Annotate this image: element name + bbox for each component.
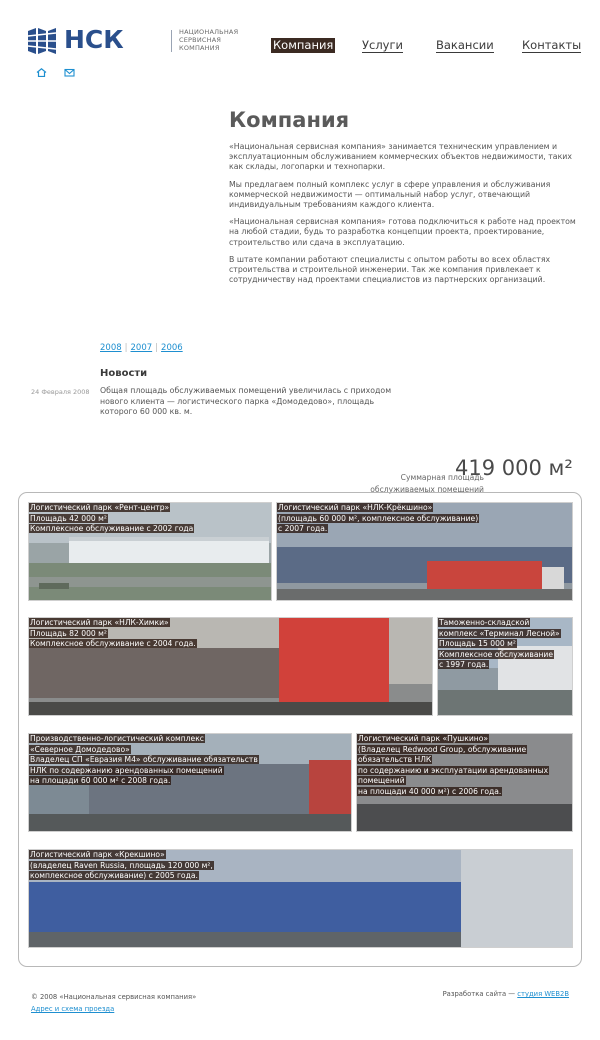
year-link-2007[interactable]: 2007 <box>130 343 153 353</box>
nav-item-company[interactable]: Компания <box>273 38 334 52</box>
object-tile-krekshino[interactable] <box>28 849 573 948</box>
object-caption: Таможенно-складской комплекс «Терминал Лесной» Площадь 15 000 м² Комплексное обслуживание с 1997 года. <box>439 618 560 670</box>
nav-item-vacancies[interactable]: Вакансии <box>436 38 494 52</box>
developer-credit: Разработка сайта — студия WEB2B <box>442 990 569 998</box>
object-caption: Логистический парк «Пушкино» (Владелец Redwood Group, обслуживание обязательств НЛК по содержанию и эксплуатации арендованных помещений на площади 40 000 м²) с 2006 года. <box>358 734 549 796</box>
paragraph: В штате компании работают специалисты с опытом работы во всех областях строительства и строительной инженерии. Так же компания привлекает к сотрудничеству над проектами специалистов из партнерских организаций. <box>229 254 551 285</box>
logo-subtitle: НАЦИОНАЛЬНАЯ СЕРВИСНАЯ КОМПАНИЯ <box>179 28 239 52</box>
total-area-caption: Суммарная площадь обслуживаемых помещений <box>370 473 484 494</box>
news-date: 24 Февраля 2008 <box>31 388 90 396</box>
object-caption: Логистический парк «НЛК-Химки» Площадь 82 000 м² Комплексное обслуживание с 2004 года. <box>30 618 196 649</box>
developer-link[interactable]: студия WEB2B <box>517 990 569 998</box>
page-title: Компания <box>229 108 350 132</box>
copyright: © 2008 «Национальная сервисная компания» <box>31 993 197 1001</box>
paragraph: Мы предлагаем полный комплекс услуг в сфере управления и обслуживания коммерческой недвижимости — оптимальный набор услуг, отвечающий индивидуальным требованиям каждого клиента. <box>229 179 551 210</box>
object-tile-pushkino[interactable] <box>356 733 573 832</box>
object-caption: Логистический парк «Рент-центр» Площадь 42 000 м² Комплексное обслуживание с 2002 года <box>30 503 194 534</box>
object-tile-nlk-khimki[interactable] <box>28 617 433 716</box>
object-caption: Логистический парк «Крекшино» (владелец Raven Russia, площадь 120 000 м², комплексное обслуживание) с 2005 года. <box>30 850 213 881</box>
nav-item-services[interactable]: Услуги <box>362 38 404 52</box>
address-map-link[interactable]: Адрес и схема проезда <box>31 1005 115 1013</box>
paragraph: «Национальная сервисная компания» готова подключиться к работе над проектом на любой стадии, будь то разработка концепции проекта, проектирование, строительство или сдача в эксплуатацию. <box>229 217 576 247</box>
main-nav <box>0 39 600 55</box>
object-tile-severnoe-domodedovo[interactable] <box>28 733 352 832</box>
year-link-2006[interactable]: 2006 <box>161 343 183 353</box>
object-tile-terminal-lesnoy[interactable] <box>437 617 573 716</box>
year-link-2008[interactable]: 2008 <box>100 343 122 353</box>
object-caption: Логистический парк «НЛК-Крёкшино» (площадь 60 000 м², комплексное обслуживание) с 2007 года. <box>278 503 479 534</box>
mail-icon[interactable] <box>64 68 75 77</box>
company-description <box>229 142 577 292</box>
object-tile-nlk-kreskshino[interactable] <box>276 502 573 601</box>
home-icon[interactable] <box>36 68 47 77</box>
news-heading: Новости <box>100 368 148 379</box>
logo-text: НСК <box>64 25 124 54</box>
news-text: Общая площадь обслуживаемых помещений увеличилась с приходом нового клиента — логистического парка «Домодедово», площадь которого 60 000 кв. м. <box>100 386 392 416</box>
paragraph: «Национальная сервисная компания» занимается техническим управлением и эксплуатационным обслуживанием коммерческих объектов недвижимости, таких как склады, логопарки и технопарки. <box>229 142 572 172</box>
object-caption: Производственно-логистический комплекс «Северное Домодедово» Владелец СП «Евразия М4» обслуживание обязательств НЛК по содержанию арендованных помещений на площади 60 000 м² с 2008 года. <box>30 734 258 786</box>
object-tile-rent-center[interactable] <box>28 502 272 601</box>
news-year-filter: 2008 | 2007 | 2006 <box>100 343 183 353</box>
nav-item-contacts[interactable]: Контакты <box>522 38 582 52</box>
total-area-value: 419 000 м² <box>455 456 573 480</box>
